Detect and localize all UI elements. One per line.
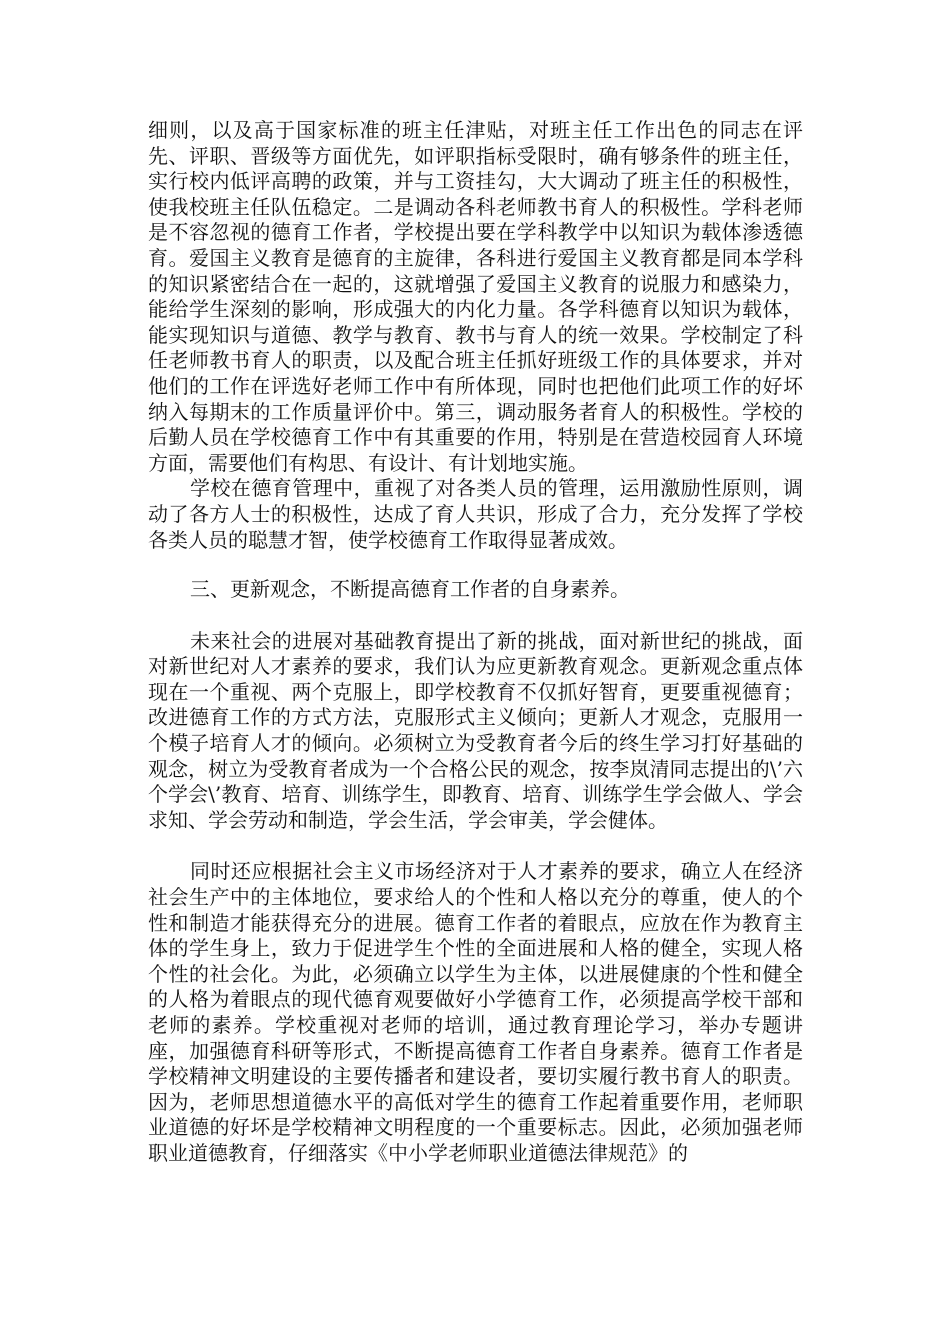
paragraph-class-teacher-incentives: 细则，以及高于国家标准的班主任津贴，对班主任工作出色的同志在评先、评职、晋级等方面优先，如评职指标受限时，确有够条件的班主任，实行校内低评高聘的政策，并与工资挂勾，大大调动了班主任的积极性，使我校班主任队伍稳定。二是调动各科老师教书育人的积极性。学科老师是不容忽视的德育工作者，学校提出要在学科教学中以知识为载体渗透德育。爱国主义教育是德育的主旋律，各科进行爱国主义教育都是同本学科的知识紧密结合在一起的，这就增强了爱国主义教育的说服力和感染力，能给学生深刻的影响，形成强大的内化力量。各学科德育以知识为载体，能实现知识与道德、教学与教育、教书与育人的统一效果。学校制定了科任老师教书育人的职责，以及配合班主任抓好班级工作的具体要求，并对他们的工作在评选好老师工作中有所体现，同时也把他们此项工作的好坏纳入每期末的工作质量评价中。第三，调动服务者育人的积极性。学校的后勤人员在学校德育工作中有其重要的作用，特别是在营造校园育人环境方面，需要他们有构思、有设计、有计划地实施。: [148, 118, 803, 475]
section-heading-update-concepts: 三、更新观念，不断提高德育工作者的自身素养。: [190, 577, 630, 602]
paragraph-market-economy: 同时还应根据社会主义市场经济对于人才素养的要求，确立人在经济社会生产中的主体地位，要求给人的个性和人格以充分的尊重，使人的个性和制造才能获得充分的进展。德育工作者的着眼点，应放在作为教育主体的学生身上，致力于促进学生个性的全面进展和人格的健全，实现人格个性的社会化。为此，必须确立以学生为主体，以进展健康的个性和健全的人格为着眼点的现代德育观要做好小学德育工作，必须提高学校干部和老师的素养。学校重视对老师的培训，通过教育理论学习，举办专题讲座，加强德育科研等形式，不断提高德育工作者自身素养。德育工作者是学校精神文明建设的主要传播者和建设者，要切实履行教书育人的职责。因为，老师思想道德水平的高低对学生的德育工作起着重要作用，老师职业道德的好坏是学校精神文明程度的一个重要标志。因此，必须加强老师职业道德教育，仔细落实《中小学老师职业道德法律规范》的: [148, 859, 803, 1165]
document-page: [148, 118, 803, 1167]
paragraph-incentive-summary: 学校在德育管理中，重视了对各类人员的管理，运用激励性原则，调动了各方人士的积极性，达成了育人共识，形成了合力，充分发挥了学校各类人员的聪慧才智，使学校德育工作取得显著成效。: [148, 476, 803, 552]
paragraph-future-challenges: 未来社会的进展对基础教育提出了新的挑战，面对新世纪的挑战，面对新世纪对人才素养的要求，我们认为应更新教育观念。更新观念重点体现在一个重视、两个克服上，即学校教育不仅抓好智育，更要重视德育；改进德育工作的方式方法，克服形式主义倾向；更新人才观念，克服用一个模子培育人才的倾向。必须树立为受教育者今后的终生学习打好基础的观念，树立为受教育者成为一个合格公民的观念，按李岚清同志提出的\’六个学会\’教育、培育、训练学生，即教育、培育、训练学生学会做人、学会求知、学会劳动和制造，学会生活，学会审美，学会健体。: [148, 628, 803, 832]
